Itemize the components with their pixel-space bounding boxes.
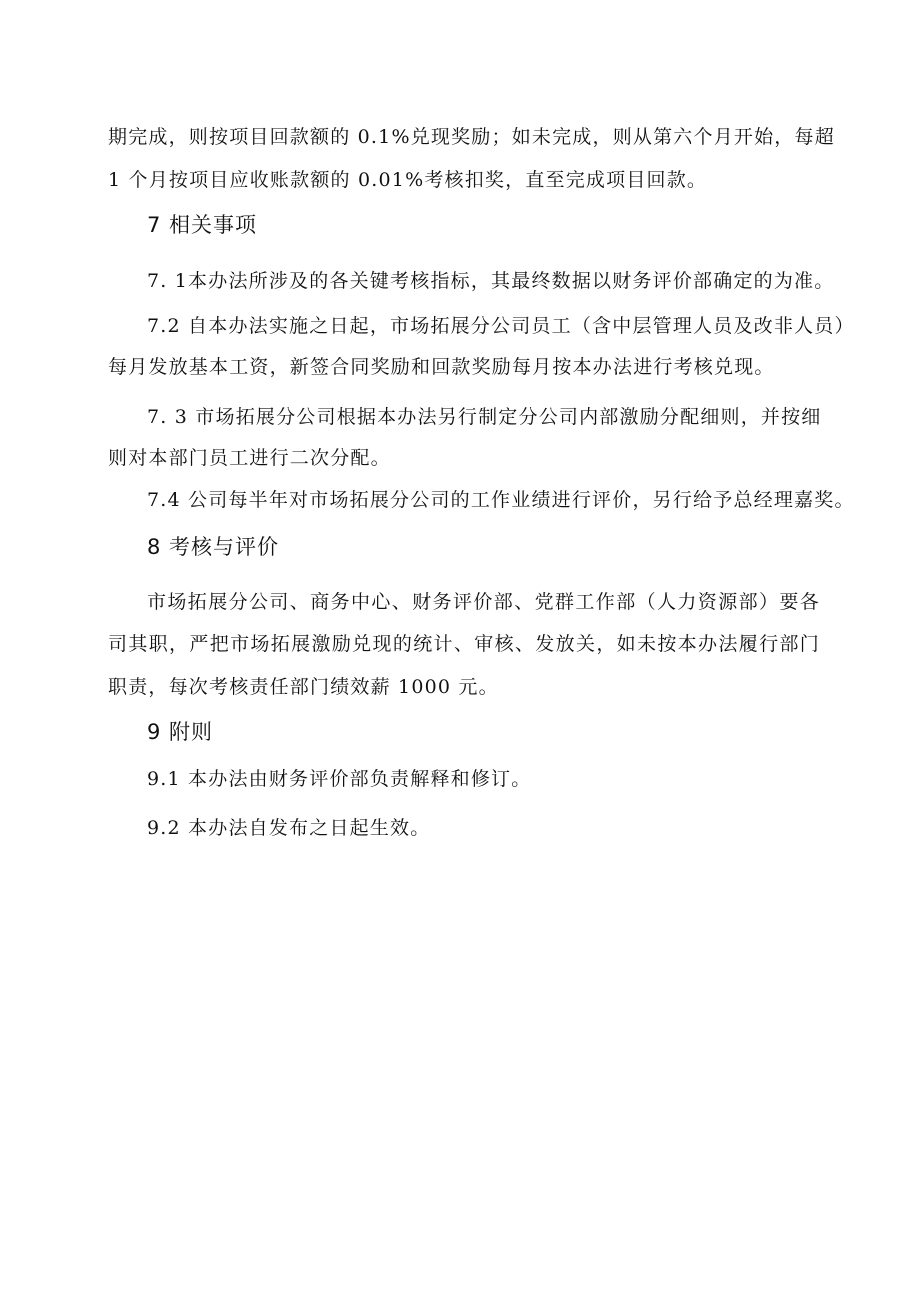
paragraph-line [147,404,820,430]
text-p91: 9.1 本办法由财务评价部负责解释和修订。 [147,768,532,790]
paragraph-line [147,268,835,294]
text-p74: 7.4 公司每半年对市场拓展分公司的工作业绩进行评价，另行给予总经理嘉奖。 [147,489,855,511]
text-p71: 7. 1本办法所涉及的各关键考核指标，其最终数据以财务评价部确定的为准。 [147,270,835,292]
paragraph-line [108,674,820,700]
paragraph-line [108,445,820,471]
paragraph-line [108,354,820,380]
text-l1: 期完成，则按项目回款额的 0.1%兑现奖励；如未完成，则从第六个月开始，每超 [108,126,835,148]
text-p73b: 则对本部门员工进行二次分配。 [108,447,391,469]
paragraph-line [147,766,820,792]
text-p72a: 7.2 自本办法实施之日起，市场拓展分公司员工（含中层管理人员及改非人员） [147,315,855,337]
paragraph-line [108,631,820,657]
section-heading-9: 9 附则 [147,720,214,744]
text-p8c: 职责，每次考核责任部门绩效薪 1000 元。 [108,676,499,698]
paragraph-line [108,167,820,193]
paragraph-line [147,313,855,339]
paragraph-line [147,589,820,615]
section-heading-7: 7 相关事项 [147,213,258,237]
paragraph-line [108,124,835,150]
text-p8a: 市场拓展分公司、商务中心、财务评价部、党群工作部（人力资源部）要各 [147,591,820,613]
section-heading-8: 8 考核与评价 [147,535,280,559]
text-p73a: 7. 3 市场拓展分公司根据本办法另行制定分公司内部激励分配细则，并按细 [147,406,822,428]
text-l2: 1 个月按项目应收账款额的 0.01%考核扣奖，直至完成项目回款。 [108,169,708,191]
paragraph-line [147,487,855,513]
paragraph-line [147,815,820,841]
text-p92: 9.2 本办法自发布之日起生效。 [147,817,431,839]
text-p8b: 司其职，严把市场拓展激励兑现的统计、审核、发放关，如未按本办法履行部门 [108,633,820,655]
text-p72b: 每月发放基本工资，新签合同奖励和回款奖励每月按本办法进行考核兑现。 [108,356,775,378]
